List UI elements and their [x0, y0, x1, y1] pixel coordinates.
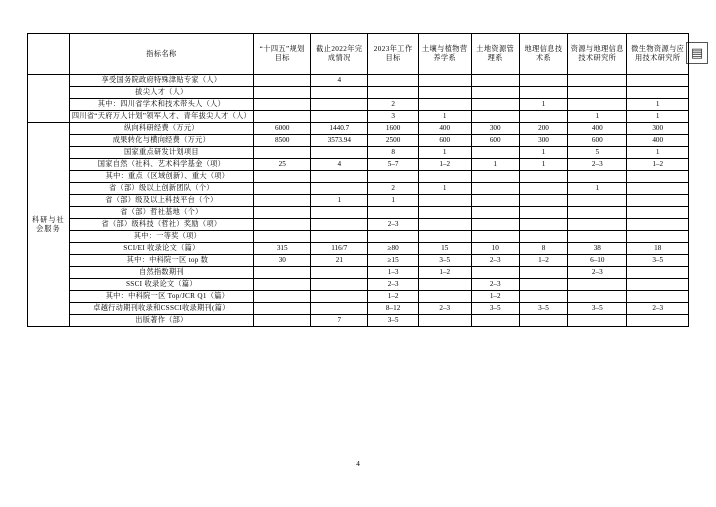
cell-2023-target: 8	[368, 147, 419, 159]
cell-plan-target	[254, 291, 311, 303]
cell-plan-target: 30	[254, 255, 311, 267]
table-header-row	[28, 34, 689, 75]
cell-inst-microbial: 3–5	[627, 255, 689, 267]
cell-inst-resource: 6–10	[568, 255, 627, 267]
cell-land-mgmt: 300	[471, 123, 519, 135]
cell-soil-plant: 1	[418, 111, 471, 123]
table-row	[28, 183, 689, 195]
cell-2022-status	[311, 279, 368, 291]
cell-inst-resource	[568, 171, 627, 183]
header-institute-microbial-resource: 微生物资源与应用技术研究所	[627, 34, 689, 75]
cell-land-mgmt	[471, 267, 519, 279]
cell-geoinfo-tech: 1–2	[519, 255, 567, 267]
cell-plan-target	[254, 111, 311, 123]
cell-geoinfo-tech	[519, 75, 567, 87]
cell-inst-microbial: 18	[627, 243, 689, 255]
cell-land-mgmt	[471, 87, 519, 99]
cell-inst-microbial	[627, 171, 689, 183]
table-row	[28, 231, 689, 243]
cell-2022-status: 1	[311, 195, 368, 207]
cell-soil-plant: 2–3	[418, 303, 471, 315]
row-label: 省（部）级以上创新团队（个）	[69, 183, 253, 195]
cell-plan-target: 25	[254, 159, 311, 171]
cell-2022-status	[311, 207, 368, 219]
cell-plan-target	[254, 147, 311, 159]
cell-inst-microbial: 400	[627, 135, 689, 147]
cell-land-mgmt	[471, 315, 519, 327]
cell-inst-microbial	[627, 267, 689, 279]
cell-inst-resource: 400	[568, 123, 627, 135]
cell-plan-target	[254, 303, 311, 315]
cell-inst-microbial	[627, 207, 689, 219]
cell-soil-plant: 1–2	[418, 267, 471, 279]
row-label: 拔尖人才（人）	[69, 87, 253, 99]
cell-inst-resource: 2–3	[568, 267, 627, 279]
row-label: 享受国务院政府特殊津贴专家（人）	[69, 75, 253, 87]
cell-2022-status	[311, 231, 368, 243]
cell-geoinfo-tech: 1	[519, 99, 567, 111]
cell-2023-target: 1–2	[368, 291, 419, 303]
cell-inst-resource: 3–5	[568, 303, 627, 315]
cell-2022-status: 3573.94	[311, 135, 368, 147]
cell-plan-target	[254, 99, 311, 111]
row-label: 省（部）级及以上科技平台（个）	[69, 195, 253, 207]
cell-land-mgmt	[471, 99, 519, 111]
cell-2023-target: 1	[368, 195, 419, 207]
cell-land-mgmt	[471, 183, 519, 195]
cell-soil-plant	[418, 195, 471, 207]
cell-plan-target: 6000	[254, 123, 311, 135]
cell-soil-plant: 600	[418, 135, 471, 147]
cell-inst-resource	[568, 75, 627, 87]
cell-plan-target	[254, 87, 311, 99]
cell-inst-microbial	[627, 279, 689, 291]
row-label: 出版著作（部）	[69, 315, 253, 327]
cell-2023-target: 8–12	[368, 303, 419, 315]
header-category-spacer	[28, 34, 70, 75]
cell-inst-microbial: 1	[627, 99, 689, 111]
cell-land-mgmt	[471, 171, 519, 183]
table-row	[28, 219, 689, 231]
cell-2022-status	[311, 99, 368, 111]
cell-2022-status: 4	[311, 159, 368, 171]
row-label: 其中：中科院一区 top 数	[69, 255, 253, 267]
cell-land-mgmt: 2–3	[471, 279, 519, 291]
cell-soil-plant	[418, 171, 471, 183]
cell-geoinfo-tech	[519, 279, 567, 291]
cell-soil-plant	[418, 231, 471, 243]
cell-2022-status	[311, 111, 368, 123]
cell-2023-target: 2500	[368, 135, 419, 147]
cell-plan-target	[254, 207, 311, 219]
cell-soil-plant	[418, 99, 471, 111]
table-row	[28, 135, 689, 147]
table-row	[28, 99, 689, 111]
cell-inst-microbial	[627, 315, 689, 327]
cell-inst-resource: 1	[568, 111, 627, 123]
cell-soil-plant	[418, 279, 471, 291]
cell-2023-target: 3	[368, 111, 419, 123]
header-2023-target: 2023年工作目标	[368, 34, 419, 75]
table-row	[28, 171, 689, 183]
cell-inst-microbial: 1–2	[627, 159, 689, 171]
cell-land-mgmt	[471, 147, 519, 159]
cell-soil-plant	[418, 291, 471, 303]
cell-geoinfo-tech	[519, 291, 567, 303]
cell-2023-target	[368, 171, 419, 183]
row-label: 四川省“天府万人计划”领军人才、青年拔尖人才（人）	[69, 111, 253, 123]
cell-geoinfo-tech: 3–5	[519, 303, 567, 315]
cell-inst-resource	[568, 315, 627, 327]
cell-geoinfo-tech	[519, 267, 567, 279]
table-row	[28, 159, 689, 171]
table-row	[28, 111, 689, 123]
category-label-research-service: 科研与社会服务	[28, 123, 70, 327]
row-label: 其中：重点（区域创新）、重大（项）	[69, 171, 253, 183]
cell-geoinfo-tech: 8	[519, 243, 567, 255]
cell-land-mgmt: 2–3	[471, 255, 519, 267]
cell-geoinfo-tech	[519, 171, 567, 183]
cell-2022-status: 1440.7	[311, 123, 368, 135]
table-row	[28, 243, 689, 255]
cell-plan-target	[254, 75, 311, 87]
cell-2023-target: 2–3	[368, 219, 419, 231]
cell-2022-status	[311, 171, 368, 183]
row-label: 其中：一等奖（项）	[69, 231, 253, 243]
cell-plan-target	[254, 183, 311, 195]
cell-plan-target	[254, 315, 311, 327]
cell-2023-target: 5–7	[368, 159, 419, 171]
table-row	[28, 255, 689, 267]
cell-inst-resource	[568, 279, 627, 291]
header-indicator-name: 指标名称	[69, 34, 253, 75]
cell-plan-target	[254, 195, 311, 207]
cell-2022-status	[311, 291, 368, 303]
table-row	[28, 75, 689, 87]
cell-inst-resource	[568, 87, 627, 99]
document-icon: ▤	[686, 42, 708, 64]
row-label: 国家重点研发计划项目	[69, 147, 253, 159]
cell-inst-microbial: 1	[627, 111, 689, 123]
table-row	[28, 207, 689, 219]
cell-soil-plant: 1	[418, 183, 471, 195]
cell-plan-target: 315	[254, 243, 311, 255]
cell-2023-target: ≥80	[368, 243, 419, 255]
cell-inst-microbial	[627, 75, 689, 87]
cell-geoinfo-tech	[519, 87, 567, 99]
row-label: 国家自然（社科、艺术科学基金（项）	[69, 159, 253, 171]
cell-inst-resource	[568, 99, 627, 111]
row-label: 其中：中科院一区 Top/JCR Q1（篇）	[69, 291, 253, 303]
cell-inst-microbial: 2–3	[627, 303, 689, 315]
row-label: SSCI 收录论文（篇）	[69, 279, 253, 291]
header-institute-resource-geoinfo: 资源与地理信息技术研究所	[568, 34, 627, 75]
table-row	[28, 315, 689, 327]
cell-inst-resource: 5	[568, 147, 627, 159]
cell-geoinfo-tech	[519, 195, 567, 207]
cell-soil-plant	[418, 315, 471, 327]
cell-inst-resource: 38	[568, 243, 627, 255]
cell-soil-plant	[418, 219, 471, 231]
cell-2022-status	[311, 147, 368, 159]
cell-land-mgmt: 1–2	[471, 291, 519, 303]
cell-inst-microbial: 300	[627, 123, 689, 135]
cell-inst-microbial	[627, 195, 689, 207]
cell-plan-target: 8500	[254, 135, 311, 147]
cell-land-mgmt	[471, 219, 519, 231]
cell-2022-status: 7	[311, 315, 368, 327]
cell-inst-microbial	[627, 231, 689, 243]
cell-land-mgmt	[471, 195, 519, 207]
cell-land-mgmt	[471, 75, 519, 87]
table-row	[28, 279, 689, 291]
cell-inst-resource	[568, 231, 627, 243]
row-label: 省（部）哲社基地（个）	[69, 207, 253, 219]
cell-soil-plant: 1–2	[418, 159, 471, 171]
category-empty-cell	[28, 75, 70, 123]
cell-geoinfo-tech: 300	[519, 135, 567, 147]
cell-soil-plant: 3–5	[418, 255, 471, 267]
cell-2022-status	[311, 183, 368, 195]
table-row	[28, 123, 689, 135]
cell-geoinfo-tech	[519, 207, 567, 219]
header-plan-target: “十四五”规划目标	[254, 34, 311, 75]
cell-plan-target	[254, 279, 311, 291]
table-row	[28, 267, 689, 279]
cell-2022-status: 4	[311, 75, 368, 87]
cell-inst-resource: 2–3	[568, 159, 627, 171]
cell-land-mgmt	[471, 111, 519, 123]
cell-inst-microbial	[627, 291, 689, 303]
cell-soil-plant: 15	[418, 243, 471, 255]
table-row	[28, 303, 689, 315]
cell-2022-status	[311, 87, 368, 99]
cell-soil-plant	[418, 75, 471, 87]
cell-inst-resource: 1	[568, 183, 627, 195]
cell-2023-target: ≥15	[368, 255, 419, 267]
header-2022-status: 截止2022年完成情况	[311, 34, 368, 75]
table-row	[28, 87, 689, 99]
cell-2023-target	[368, 75, 419, 87]
cell-2023-target: 2	[368, 99, 419, 111]
cell-inst-microbial: 1	[627, 147, 689, 159]
cell-land-mgmt	[471, 207, 519, 219]
header-dept-land-resource-management: 土地资源管理系	[471, 34, 519, 75]
cell-2023-target: 2–3	[368, 279, 419, 291]
cell-geoinfo-tech	[519, 111, 567, 123]
cell-land-mgmt: 1	[471, 159, 519, 171]
cell-plan-target	[254, 267, 311, 279]
cell-2023-target: 1–3	[368, 267, 419, 279]
cell-soil-plant	[418, 87, 471, 99]
cell-2023-target	[368, 87, 419, 99]
cell-plan-target	[254, 171, 311, 183]
cell-2022-status: 116/7	[311, 243, 368, 255]
header-dept-geographic-info-tech: 地理信息技术系	[519, 34, 567, 75]
cell-land-mgmt	[471, 231, 519, 243]
header-dept-soil-plant-nutrition: 土壤与植物营养学系	[418, 34, 471, 75]
cell-inst-resource	[568, 195, 627, 207]
cell-2023-target: 3–5	[368, 315, 419, 327]
cell-inst-resource: 600	[568, 135, 627, 147]
cell-soil-plant: 400	[418, 123, 471, 135]
cell-2023-target: 1600	[368, 123, 419, 135]
cell-inst-resource	[568, 291, 627, 303]
row-label: 省（部）级科技（哲社）奖励（项）	[69, 219, 253, 231]
cell-2022-status	[311, 219, 368, 231]
cell-inst-microbial	[627, 219, 689, 231]
cell-inst-microbial	[627, 87, 689, 99]
cell-2023-target	[368, 231, 419, 243]
cell-land-mgmt: 3–5	[471, 303, 519, 315]
row-label: 纵向科研经费（万元）	[69, 123, 253, 135]
cell-land-mgmt: 600	[471, 135, 519, 147]
cell-geoinfo-tech	[519, 315, 567, 327]
cell-plan-target	[254, 219, 311, 231]
row-label: SCI/EI 收录论文（篇）	[69, 243, 253, 255]
cell-2022-status	[311, 303, 368, 315]
row-label: 其中：四川省学术和技术带头人（人）	[69, 99, 253, 111]
cell-inst-resource	[568, 219, 627, 231]
cell-geoinfo-tech: 1	[519, 147, 567, 159]
cell-geoinfo-tech	[519, 183, 567, 195]
table-row	[28, 195, 689, 207]
table-row	[28, 147, 689, 159]
cell-geoinfo-tech: 1	[519, 159, 567, 171]
cell-2022-status: 21	[311, 255, 368, 267]
cell-inst-resource	[568, 207, 627, 219]
page-number: 4	[356, 459, 360, 468]
indicator-table	[27, 33, 689, 327]
cell-geoinfo-tech	[519, 231, 567, 243]
cell-geoinfo-tech	[519, 219, 567, 231]
cell-soil-plant: 1	[418, 147, 471, 159]
row-label: 自然指数期刊	[69, 267, 253, 279]
cell-2023-target: 2	[368, 183, 419, 195]
cell-land-mgmt: 10	[471, 243, 519, 255]
cell-plan-target	[254, 231, 311, 243]
table-row	[28, 291, 689, 303]
cell-2022-status	[311, 267, 368, 279]
cell-inst-microbial	[627, 183, 689, 195]
cell-soil-plant	[418, 207, 471, 219]
cell-2023-target	[368, 207, 419, 219]
cell-geoinfo-tech: 200	[519, 123, 567, 135]
row-label: 卓越行动期刊收录和CSSCI收录期刊(篇）	[69, 303, 253, 315]
row-label: 成果转化与横向经费（万元）	[69, 135, 253, 147]
